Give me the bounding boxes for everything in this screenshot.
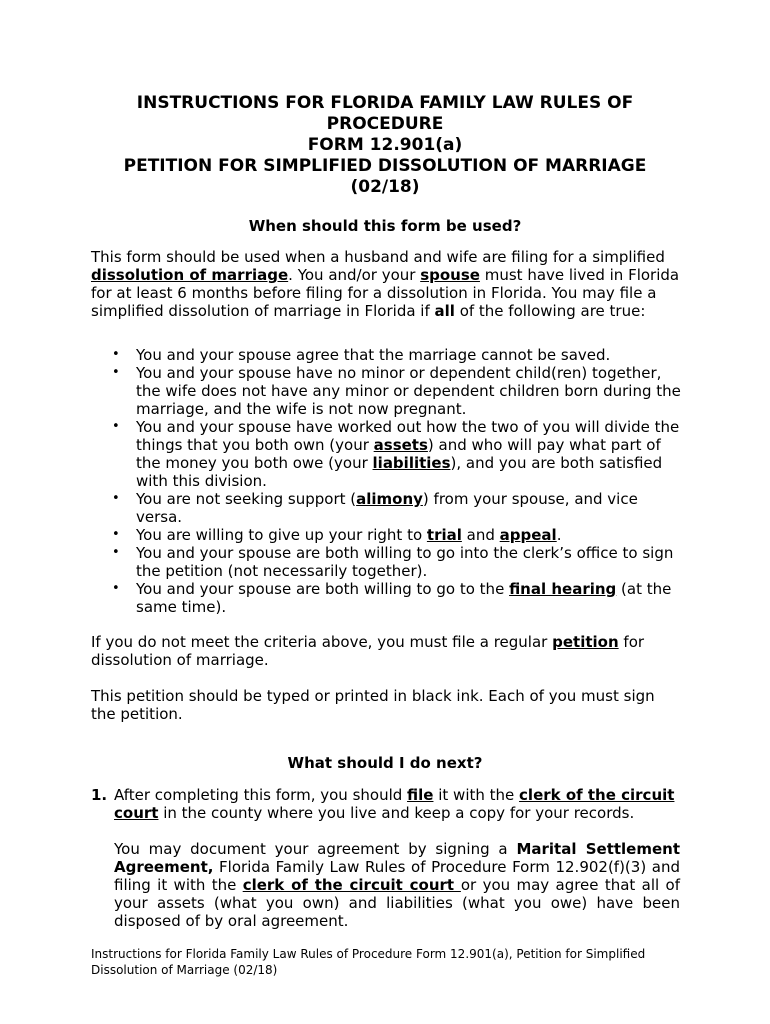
page-footer (91, 946, 691, 978)
list-item: • You and your spouse agree that the marriage cannot be saved. (112, 346, 611, 364)
title-line-5: (02/18) (350, 177, 420, 197)
list-item: • You are willing to give up your right to trial and appeal. (112, 526, 562, 544)
step1-paragraph: After completing this form, you should file it with the clerk of the circuit court in the county where you live and keep a copy for your records. (114, 786, 675, 822)
title-line-3: FORM 12.901(a) (307, 135, 463, 155)
term-petition[interactable]: petition (552, 633, 619, 651)
term-assets[interactable]: assets (373, 436, 428, 454)
list-item: • You and your spouse are both willing to go into the clerk’s office to sign the petition (not necessarily together). (112, 544, 674, 580)
term-appeal[interactable]: appeal (499, 526, 557, 544)
term-marital-settlement-agreement: Marital Settlement Agreement, (114, 840, 681, 876)
term-dissolution-of-marriage[interactable]: dissolution of marriage (91, 266, 289, 284)
list-item: • You and your spouse have no minor or dependent child(ren) together, the wife does not have any minor or dependent children born during the marriage, and the wife is not now pregnant. (112, 364, 681, 418)
footer-line-2: Dissolution of Marriage (02/18) (91, 963, 278, 977)
page-title (80, 93, 690, 198)
term-final-hearing[interactable]: final hearing (509, 580, 617, 598)
term-alimony[interactable]: alimony (356, 490, 423, 508)
title-line-1: INSTRUCTIONS FOR FLORIDA FAMILY LAW RULES OF (136, 93, 634, 113)
term-clerk-of-circuit-court[interactable]: clerk of the circuit court (114, 786, 675, 822)
section-heading-next: What should I do next? (287, 754, 483, 772)
section-heading-when: When should this form be used? (248, 217, 522, 235)
ink-paragraph: This petition should be typed or printed in black ink. Each of you must sign the petition. (91, 687, 655, 723)
list-item: • You and your spouse have worked out how the two of you will divide the things that you both own (your assets) and who will pay what part of the money you both owe (your liabilities), and you are both satisfied with this division. (112, 418, 680, 490)
criteria-paragraph: If you do not meet the criteria above, you must file a regular petition for dissolution of marriage. (91, 633, 645, 669)
title-line-4: PETITION FOR SIMPLIFIED DISSOLUTION OF MARRIAGE (123, 156, 647, 176)
footer-line-1: Instructions for Florida Family Law Rules of Procedure Form 12.901(a), Petition for Simplified (91, 947, 646, 961)
bullet-icon: • (112, 491, 120, 506)
step-number: 1. (91, 786, 108, 804)
bullet-icon: • (112, 545, 120, 560)
intro-paragraph: This form should be used when a husband and wife are filing for a simplified dissolution of marriage. You and/or your spouse must have lived in Florida for at least 6 months before filing for a dissolution in Florida. You may file a simplified dissolution of marriage in Florida if all of the following are true: (91, 248, 680, 320)
term-liabilities[interactable]: liabilities (372, 454, 451, 472)
term-file[interactable]: file (407, 786, 434, 804)
step1-agreement-paragraph: You may document your agreement by signing a Marital Settlement Agreement, Florida Family Law Rules of Procedure Form 12.902(f)(3) and filing it with the clerk of the circuit court or you may agree that all of your assets (what you own) and liabilities (what you owe) have been disposed of by oral agreement. (114, 840, 681, 930)
bullet-icon: • (112, 527, 120, 542)
bullet-icon: • (112, 581, 120, 596)
emphasis-all: all (434, 302, 455, 320)
bullet-icon: • (112, 347, 120, 362)
term-spouse[interactable]: spouse (420, 266, 480, 284)
list-item: • You are not seeking support (alimony) from your spouse, and vice versa. (112, 490, 638, 526)
criteria-list (91, 346, 683, 616)
title-line-2: PROCEDURE (326, 114, 444, 134)
term-trial[interactable]: trial (426, 526, 462, 544)
term-clerk-of-circuit-court[interactable]: clerk of the circuit court (242, 876, 461, 894)
list-item: • You and your spouse are both willing to go to the final hearing (at the same time). (112, 580, 672, 616)
bullet-icon: • (112, 419, 120, 434)
bullet-icon: • (112, 365, 120, 380)
